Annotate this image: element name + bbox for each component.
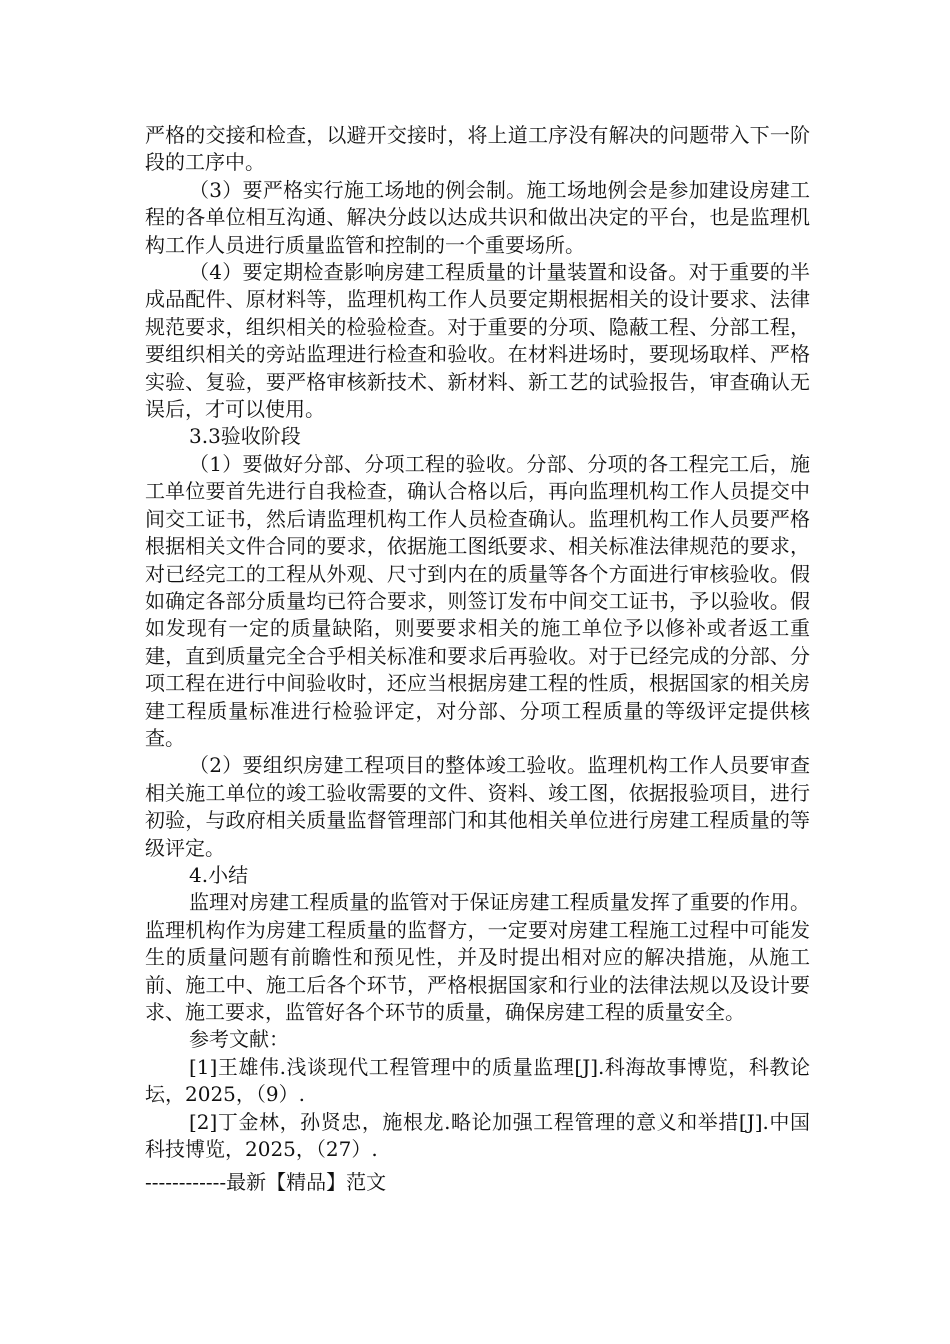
paragraph-item-3: （3）要严格实行施工场地的例会制。施工场地例会是参加建设房建工程的各单位相互沟通、解决分歧以达成共识和做出决定的平台，也是监理机构工作人员进行质量监管和控制的一个重要场所。 [145,177,810,257]
paragraph-acceptance-1: （1）要做好分部、分项工程的验收。分部、分项的各工程完工后，施工单位要首先进行自我检查，确认合格以后，再向监理机构工作人员提交中间交工证书，然后请监理机构工作人员检查确认。监理机构工作人员要严格根据相关文件合同的要求，依据施工图纸要求、相关标准法律规范的要求，对已经完工的工程从外观、尺寸到内在的质量等各个方面进行审核验收。假如确定各部分质量均已符合要求，则签订发布中间交工证书，予以验收。假如发现有一定的质量缺陷，则要要求相关的施工单位予以修补或者返工重建，直到质量完全合乎相关标准和要求后再验收。对于已经完成的分部、分项工程在进行中间验收时，还应当根据房建工程的性质，根据国家的相关房建工程质量标准进行检验评定，对分部、分项工程质量的等级评定提供核查。 [145,451,810,750]
paragraph-continuation: 严格的交接和检查，以避开交接时，将上道工序没有解决的问题带入下一阶段的工序中。 [145,123,810,175]
reference-item-2: [2]丁金林，孙贤忠，施根龙.略论加强工程管理的意义和举措[J].中国科技博览，2025，（27）. [145,1109,810,1162]
references-heading: 参考文献： [189,1027,289,1052]
reference-item-1: [1]王雄伟.浅谈现代工程管理中的质量监理[J].科海故事博览，科教论坛，2025，（9）. [145,1054,810,1107]
section-heading-summary: 4.小结 [189,862,249,887]
section-heading-acceptance: 3.3验收阶段 [189,424,301,449]
footer-text: ------------最新【精品】范文 [145,1170,387,1194]
paragraph-summary: 监理对房建工程质量的监管对于保证房建工程质量发挥了重要的作用。监理机构作为房建工程质量的监督方，一定要对房建工程施工过程中可能发生的质量问题有前瞻性和预见性，并及时提出相对应的解决措施，从施工前、施工中、施工后各个环节，严格根据国家和行业的法律法规以及设计要求、施工要求，监管好各个环节的质量，确保房建工程的质量安全。 [145,890,810,1024]
paragraph-item-4: （4）要定期检查影响房建工程质量的计量装置和设备。对于重要的半成品配件、原材料等，监理机构工作人员要定期根据相关的设计要求、法律规范要求，组织相关的检验检查。对于重要的分项、隐蔽工程、分部工程，要组织相关的旁站监理进行检查和验收。在材料进场时，要现场取样、严格实验、复验，要严格审核新技术、新材料、新工艺的试验报告，审查确认无误后，才可以使用。 [145,260,810,422]
paragraph-acceptance-2: （2）要组织房建工程项目的整体竣工验收。监理机构工作人员要审查相关施工单位的竣工验收需要的文件、资料、竣工图，依据报验项目，进行初验，与政府相关质量监督管理部门和其他相关单位进行房建工程质量的等级评定。 [145,753,810,860]
document-body [145,122,810,1163]
